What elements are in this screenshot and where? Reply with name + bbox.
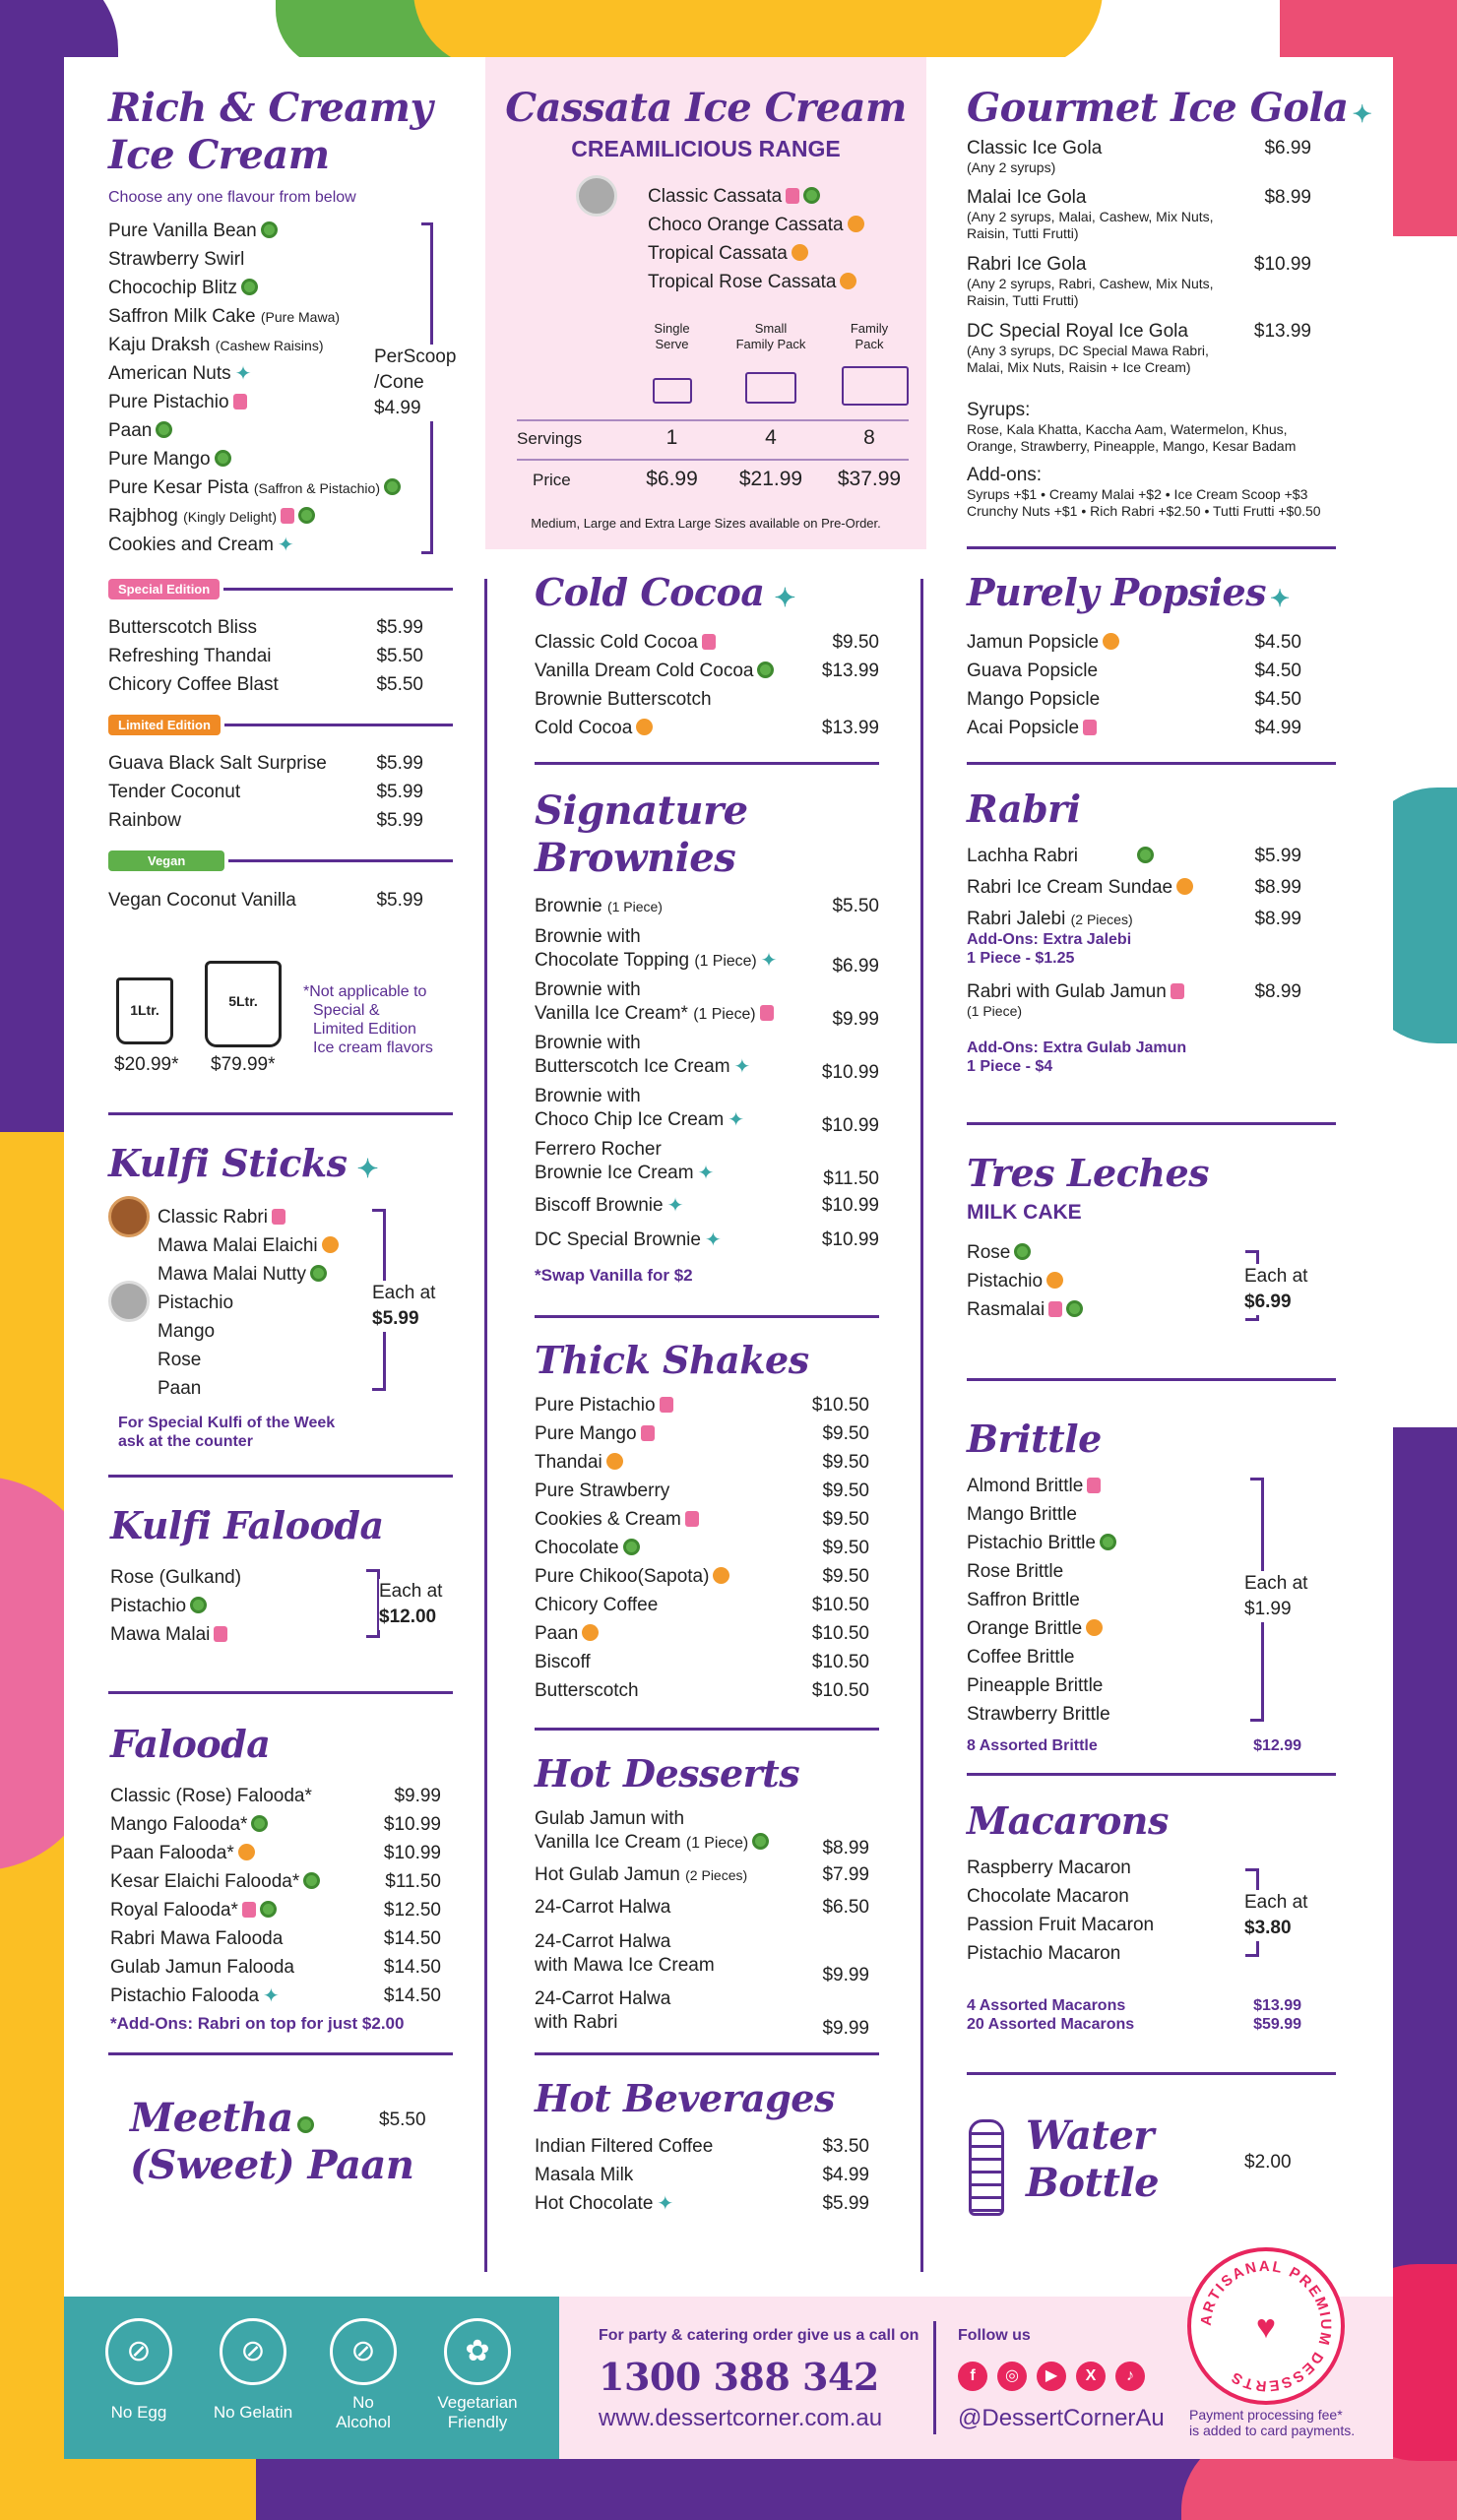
macarons-title: Macarons: [967, 1798, 1169, 1843]
syrups-list: Rose, Kala Khatta, Kaccha Aam, Watermelon, Khus, Orange, Strawberry, Pineapple, Mango, Kesar Badam: [967, 421, 1297, 454]
menu-item: Vanilla Dream Cold Cocoa $13.99: [535, 661, 879, 681]
paan-title: Meetha (Sweet) Paan: [130, 2095, 414, 2188]
addons-list: Syrups +$1 • Creamy Malai +$2 • Ice Cream Scoop +$3 Crunchy Nuts +$1 • Rich Rabri +$2.50 • Tutti Frutti +$0.50: [967, 486, 1321, 519]
dietary-info: [64, 2297, 559, 2459]
divider: [108, 1691, 453, 1694]
menu-item: Guava Black Salt Surprise $5.99: [108, 753, 423, 774]
menu-item: Tropical Cassata: [648, 239, 914, 268]
vegetarian-label: Vegetarian Friendly: [437, 2393, 518, 2431]
menu-item: Pure Mango $9.50: [535, 1423, 869, 1444]
first-timers-icon: [242, 1902, 256, 1918]
newly-launched-icon: ✦: [760, 950, 778, 972]
first-timers-icon: [786, 188, 799, 204]
divider: [108, 1475, 453, 1478]
menu-item: Saffron Brittle: [967, 1590, 1080, 1610]
menu-item: Butterscotch Bliss $5.99: [108, 617, 423, 638]
menu-item: Pistachio Brittle: [967, 1529, 1223, 1557]
peoples-choice-icon: [215, 450, 231, 467]
column-divider: [920, 579, 923, 2272]
paan-price: $5.50: [379, 2110, 426, 2130]
first-timers-icon: [214, 1626, 227, 1642]
limited-edition-header: Limited Edition: [108, 715, 453, 735]
menu-item: Paan Falooda* $10.99: [110, 1843, 441, 1863]
unique-flavours-icon: [792, 244, 808, 261]
newly-launched-icon: ✦: [1270, 584, 1290, 612]
peoples-choice-icon: [1066, 1300, 1083, 1317]
divider: [108, 1112, 453, 1115]
menu-item: Rose Brittle: [967, 1561, 1064, 1582]
menu-item: Rabri Jalebi (2 Pieces) $8.99: [967, 909, 1301, 929]
rabri-title: Rabri: [967, 787, 1081, 831]
menu-item: Strawberry Swirl: [108, 249, 245, 270]
unique-flavours-icon: [1046, 1272, 1063, 1289]
divider: [535, 2052, 879, 2055]
first-timers-icon: [660, 1397, 673, 1413]
menu-item: Pistachio Macaron: [967, 1943, 1121, 1964]
tres-leches-price: Each at $6.99: [1244, 1264, 1307, 1315]
water-bottle-icon: [969, 2119, 1004, 2216]
menu-item: Pistachio: [110, 1592, 327, 1620]
cassata-title: Cassata Ice Cream: [505, 85, 907, 131]
menu-item: Rabri Ice Cream Sundae $8.99: [967, 877, 1301, 898]
peoples-choice-icon: [310, 1265, 327, 1282]
jalebi-addon: Add-Ons: Extra Jalebi 1 Piece - $1.25: [967, 931, 1132, 967]
hot-beverages-title: Hot Beverages: [535, 2076, 835, 2120]
peoples-choice-icon: [298, 507, 315, 524]
kulfi-note: For Special Kulfi of the Week ask at the counter: [118, 1415, 336, 1450]
menu-item: Rabri Ice Gola (Any 2 syrups, Rabri, Cashew, Mix Nuts, Raisin, Tutti Frutti) $10.99: [967, 254, 1311, 308]
peoples-choice-icon: [803, 187, 820, 204]
menu-item: Saffron Milk Cake (Pure Mawa): [108, 306, 341, 327]
syrups-label: Syrups:: [967, 400, 1031, 420]
tub-note: *Not applicable to Special & Limited Edition Ice cream flavors: [303, 983, 433, 1056]
menu-item: Brownie with Butterscotch Ice Cream ✦ $10.99: [535, 1033, 879, 1083]
cassata-note: Medium, Large and Extra Large Sizes available on Pre-Order.: [531, 516, 881, 531]
menu-item: Tropical Rose Cassata: [648, 268, 914, 296]
first-timers-icon: [233, 394, 247, 410]
hot-desserts-title: Hot Desserts: [535, 1751, 800, 1796]
menu-item: Lachha Rabri $5.99: [967, 846, 1301, 866]
menu-item: Pistachio: [967, 1267, 1164, 1295]
unique-flavours-icon: [713, 1567, 729, 1584]
first-timers-icon: [702, 634, 716, 650]
menu-item: Mawa Malai Nutty: [158, 1260, 384, 1289]
menu-item: Pure Strawberry $9.50: [535, 1480, 869, 1501]
menu-item: Tender Coconut $5.99: [108, 782, 423, 802]
menu-item: Hot Chocolate ✦ $5.99: [535, 2193, 869, 2215]
newly-launched-icon: ✦: [774, 584, 795, 613]
menu-item: Passion Fruit Macaron: [967, 1915, 1155, 1935]
menu-item: Mango Brittle: [967, 1504, 1077, 1525]
newly-launched-icon: ✦: [704, 1229, 722, 1251]
menu-item: Mango Popsicle $4.50: [967, 689, 1301, 710]
peoples-choice-icon: [261, 221, 278, 238]
menu-item: Rainbow $5.99: [108, 810, 423, 831]
menu-item: Mawa Malai: [110, 1620, 327, 1649]
peoples-choice-icon: [156, 421, 172, 438]
divider: [967, 762, 1336, 765]
newly-launched-icon: ✦: [263, 1985, 280, 2007]
menu-item: Raspberry Macaron: [967, 1858, 1131, 1878]
menu-item: Almond Brittle: [967, 1472, 1223, 1500]
newly-launched-icon: ✦: [728, 1109, 744, 1131]
kulfi-price: Each at $5.99: [372, 1281, 435, 1332]
menu-item: Rajbhog (Kingly Delight): [108, 502, 453, 531]
newly-launched-icon: ✦: [697, 1163, 715, 1184]
menu-item: Brownie (1 Piece) $5.50: [535, 896, 879, 916]
menu-item: Pure Pistachio $10.50: [535, 1395, 869, 1416]
menu-item: American Nuts ✦: [108, 363, 252, 385]
menu-item: Classic Rabri: [158, 1203, 384, 1231]
x-icon[interactable]: X: [1076, 2362, 1106, 2391]
menu-item: Indian Filtered Coffee $3.50: [535, 2136, 869, 2157]
menu-item: Gulab Jamun with Vanilla Ice Cream (1 Piece) $8.99: [535, 1808, 869, 1858]
menu-item: Brownie with Chocolate Topping (1 Piece) ✦ $6.99: [535, 926, 879, 976]
unique-flavours-icon: [636, 719, 653, 735]
footer: [64, 2257, 1393, 2459]
menu-item: Classic (Rose) Falooda* $9.99: [110, 1786, 441, 1806]
brittle-price: Each at $1.99: [1244, 1571, 1307, 1622]
first-timers-icon: [1171, 983, 1184, 999]
vegetarian-icon: ✿: [444, 2318, 511, 2385]
brittle-assorted: 8 Assorted Brittle $12.99: [967, 1737, 1301, 1754]
divider: [535, 1315, 879, 1318]
no-gelatin-label: No Gelatin: [213, 2403, 293, 2422]
menu-item: Rasmalai: [967, 1295, 1164, 1324]
no-egg-label: No Egg: [110, 2403, 167, 2422]
follow-label: Follow us: [958, 2327, 1031, 2344]
menu-item: Pure Pistachio: [108, 388, 453, 416]
kulfi-falooda-title: Kulfi Falooda: [110, 1503, 384, 1547]
bracket: [366, 1569, 380, 1638]
tres-leches-title: Tres Leches: [967, 1151, 1210, 1195]
water-title: Water Bottle: [1026, 2112, 1160, 2206]
menu-item: Jamun Popsicle $4.50: [967, 632, 1301, 653]
unique-flavours-icon: [322, 1236, 339, 1253]
menu-item: Pure Mango: [108, 445, 453, 473]
rich-title-2: Ice Cream: [108, 132, 330, 178]
menu-item: Pistachio Falooda ✦ $14.50: [110, 1985, 441, 2007]
column-divider: [484, 579, 487, 2272]
menu-item: Gulab Jamun Falooda $14.50: [110, 1957, 441, 1978]
newly-launched-icon: ✦: [733, 1056, 751, 1078]
price-value: $21.99: [738, 468, 803, 490]
kulfi-stick-icon: [108, 1281, 150, 1322]
no-egg-icon: ⊘: [105, 2318, 172, 2385]
falooda-title: Falooda: [110, 1722, 271, 1766]
first-timers-icon: [1087, 1478, 1101, 1493]
menu-item: Cookies & Cream $9.50: [535, 1509, 869, 1530]
unique-flavours-icon: [238, 1844, 255, 1860]
first-timers-icon: [1083, 720, 1097, 735]
unique-flavours-icon: [1103, 633, 1119, 650]
stamp-text: [1191, 2251, 1341, 2401]
newly-launched-icon: ✦: [666, 1195, 684, 1217]
no-gelatin-icon: ⊘: [220, 2318, 286, 2385]
divider: [967, 2072, 1336, 2075]
menu-item: Thandai $9.50: [535, 1452, 869, 1473]
menu-item: Chocochip Blitz: [108, 274, 453, 302]
shakes-title: Thick Shakes: [535, 1338, 809, 1382]
menu-item: Rabri Mawa Falooda $14.50: [110, 1928, 441, 1949]
menu-item: 24-Carrot Halwa with Mawa Ice Cream $9.99: [535, 1931, 869, 1985]
menu-item: Strawberry Brittle: [967, 1704, 1110, 1725]
unique-flavours-icon: [848, 216, 864, 232]
tub-5l-price: $79.99*: [211, 1054, 276, 1075]
family-pack-icon: [842, 366, 909, 406]
servings-value: 4: [765, 426, 777, 449]
menu-item: Pure Kesar Pista (Saffron & Pistachio): [108, 473, 453, 502]
menu-item: Orange Brittle: [967, 1614, 1223, 1643]
cold-cocoa-title: Cold Cocoa ✦: [535, 570, 795, 614]
menu-item: Rose (Gulkand): [110, 1567, 242, 1588]
peoples-choice-icon: [384, 478, 401, 495]
servings-label: Servings: [517, 429, 583, 448]
price-label: Price: [533, 471, 571, 489]
peoples-choice-icon: [1137, 847, 1154, 863]
menu-item: Classic Cold Cocoa $9.50: [535, 632, 879, 653]
menu-item: Brownie with Vanilla Ice Cream* (1 Piece) $9.99: [535, 979, 879, 1030]
newly-launched-icon: ✦: [234, 363, 252, 385]
divider: [535, 762, 879, 765]
peoples-choice-icon: [260, 1901, 277, 1918]
menu-item: Chocolate Macaron: [967, 1886, 1129, 1907]
facebook-icon[interactable]: f: [958, 2362, 987, 2391]
first-timers-icon: [641, 1425, 655, 1441]
menu-item: Pistachio: [158, 1292, 234, 1313]
tub-5l-icon: 5Ltr.: [205, 961, 282, 1047]
first-timers-icon: [1048, 1301, 1062, 1317]
water-price: $2.00: [1244, 2152, 1292, 2173]
svg-text:♥: ♥: [1255, 2308, 1277, 2346]
price-value: $6.99: [646, 468, 698, 490]
party-note: For party & catering order give us a call on: [599, 2327, 919, 2344]
peoples-choice-icon: [190, 1597, 207, 1613]
menu-item: Hot Gulab Jamun (2 Pieces) $7.99: [535, 1864, 869, 1885]
divider: [535, 1728, 879, 1731]
small-family-pack-icon: [745, 372, 796, 404]
gulab-jamun-addon: Add-Ons: Extra Gulab Jamun 1 Piece - $4: [967, 1040, 1187, 1075]
cassata-icon: [576, 175, 617, 217]
peoples-choice-icon: [241, 279, 258, 295]
servings-value: 8: [863, 426, 875, 449]
menu-item: Kesar Elaichi Falooda* $11.50: [110, 1871, 441, 1892]
servings-value: 1: [665, 426, 678, 449]
tiktok-icon[interactable]: ♪: [1115, 2362, 1145, 2391]
website-link[interactable]: www.dessertcorner.com.au: [599, 2405, 883, 2431]
divider: [967, 546, 1336, 549]
unique-flavours-icon: [582, 1624, 599, 1641]
menu-panel: [64, 57, 1393, 2297]
unique-flavours-icon: [1176, 878, 1193, 895]
unique-flavours-icon: [1086, 1619, 1103, 1636]
menu-item: Pure Chikoo(Sapota) $9.50: [535, 1566, 869, 1587]
menu-item: Chocolate $9.50: [535, 1538, 869, 1558]
divider: [967, 1773, 1336, 1776]
youtube-icon[interactable]: ▶: [1037, 2362, 1066, 2391]
menu-item: Cold Cocoa $13.99: [535, 718, 879, 738]
menu-item: 24-Carrot Halwa with Rabri $9.99: [535, 1988, 869, 2039]
unique-flavours-icon: [606, 1453, 623, 1470]
tres-leches-subtitle: MILK CAKE: [967, 1201, 1082, 1224]
peoples-choice-icon: [297, 2116, 314, 2133]
brittle-title: Brittle: [967, 1417, 1102, 1461]
social-icons: [958, 2362, 1155, 2391]
tub-1l-price: $20.99*: [114, 1054, 179, 1075]
rich-subtitle: Choose any one flavour from below: [108, 189, 356, 206]
kulfi-stick-icon: [108, 1196, 150, 1237]
kulfi-title: Kulfi Sticks ✦: [108, 1141, 378, 1185]
social-handle[interactable]: @DessertCornerAu: [958, 2405, 1165, 2431]
peoples-choice-icon: [1014, 1243, 1031, 1260]
menu-item: Chicory Coffee Blast $5.50: [108, 674, 423, 695]
menu-item: Paan $10.50: [535, 1623, 869, 1644]
rich-price-block: PerScoop /Cone $4.99: [374, 345, 456, 421]
newly-launched-icon: ✦: [1352, 99, 1372, 128]
brownies-title: Signature Brownies: [535, 788, 748, 881]
peoples-choice-icon: [251, 1815, 268, 1832]
macaron-price: Each at $3.80: [1244, 1890, 1307, 1941]
popsies-title: Purely Popsies ✦: [967, 570, 1290, 614]
menu-item: Guava Popsicle $4.50: [967, 661, 1301, 681]
menu-item: Rose: [158, 1350, 202, 1370]
menu-item: Biscoff $10.50: [535, 1652, 869, 1672]
tub-1l-icon: 1Ltr.: [116, 977, 173, 1044]
peoples-choice-icon: [303, 1872, 320, 1889]
menu-item: Butterscotch $10.50: [535, 1680, 869, 1701]
first-timers-icon: [272, 1209, 285, 1225]
divider: [967, 1122, 1336, 1125]
no-alcohol-icon: ⊘: [330, 2318, 397, 2385]
artisanal-stamp: [1187, 2247, 1345, 2405]
menu-item: Ferrero Rocher Brownie Ice Cream ✦ $11.50: [535, 1139, 879, 1189]
falooda-addon-note: *Add-Ons: Rabri on top for just $2.00: [110, 2014, 405, 2033]
divider: [108, 2052, 453, 2055]
svg-text:ARTISANAL PREMIUM DESSERTS: ARTISANAL PREMIUM DESSERTS: [1197, 2257, 1335, 2395]
menu-item: Masala Milk $4.99: [535, 2165, 869, 2185]
first-timers-icon: [281, 508, 294, 524]
cassata-subtitle: CREAMILICIOUS RANGE: [571, 136, 841, 161]
menu-item: Classic Ice Gola (Any 2 syrups) $6.99: [967, 138, 1311, 175]
menu-item: Mango: [158, 1321, 216, 1342]
menu-item: Mango Falooda* $10.99: [110, 1814, 441, 1835]
menu-item: Paan: [108, 416, 453, 445]
divider: [967, 1378, 1336, 1381]
size-table-header: Single Serve Small Family Pack Family Pack: [635, 321, 911, 419]
menu-item: Acai Popsicle $4.99: [967, 718, 1301, 738]
swap-note: *Swap Vanilla for $2: [535, 1266, 693, 1285]
menu-item: Chicory Coffee $10.50: [535, 1595, 869, 1615]
menu-item: DC Special Brownie ✦ $10.99: [535, 1229, 879, 1251]
menu-item: Mawa Malai Elaichi: [158, 1231, 384, 1260]
single-pack-icon: [653, 378, 692, 404]
first-timers-icon: [685, 1511, 699, 1527]
instagram-icon[interactable]: ◎: [997, 2362, 1027, 2391]
no-alcohol-label: No Alcohol: [336, 2393, 391, 2431]
menu-item: 24-Carrot Halwa $6.50: [535, 1897, 869, 1918]
menu-item: Royal Falooda* $12.50: [110, 1900, 441, 1921]
macaron-assorted: 4 Assorted Macarons $13.99 20 Assorted Macarons $59.99: [967, 1997, 1301, 2033]
peoples-choice-icon: [757, 662, 774, 678]
kulfi-falooda-price: Each at $12.00: [379, 1579, 442, 1630]
menu-item: Pure Vanilla Bean: [108, 217, 453, 245]
peoples-choice-icon: [623, 1539, 640, 1555]
newly-launched-icon: ✦: [277, 535, 294, 556]
peoples-choice-icon: [752, 1833, 769, 1850]
menu-item: Kaju Draksh (Cashew Raisins): [108, 335, 324, 355]
special-edition-header: Special Edition: [108, 579, 453, 599]
menu-item: Brownie Butterscotch: [535, 689, 712, 710]
rich-title-1: Rich & Creamy: [108, 85, 433, 131]
menu-item: Coffee Brittle: [967, 1647, 1075, 1668]
gola-title: Gourmet Ice Gola ✦: [967, 85, 1372, 131]
phone-number[interactable]: 1300 388 342: [599, 2355, 879, 2399]
menu-item: Rose: [967, 1238, 1164, 1267]
menu-item: Cookies and Cream ✦: [108, 535, 294, 556]
menu-item: Biscoff Brownie ✦ $10.99: [535, 1195, 879, 1217]
price-value: $37.99: [837, 468, 902, 490]
addons-label: Add-ons:: [967, 465, 1043, 485]
contact-info: [559, 2257, 1393, 2459]
menu-item: Brownie with Choco Chip Ice Cream ✦ $10.99: [535, 1086, 879, 1136]
menu-item: Classic Cassata: [648, 182, 914, 211]
vegan-header: Vegan: [108, 850, 453, 871]
menu-item: Malai Ice Gola (Any 2 syrups, Malai, Cashew, Mix Nuts, Raisin, Tutti Frutti) $8.99: [967, 187, 1311, 241]
menu-item: Pineapple Brittle: [967, 1675, 1104, 1696]
newly-launched-icon: ✦: [657, 2193, 674, 2215]
fee-note: Payment processing fee* is added to card payments.: [1189, 2407, 1356, 2438]
menu-item: DC Special Royal Ice Gola (Any 3 syrups, DC Special Mawa Rabri, Malai, Mix Nuts, Raisin + Ice Cream) $13.99: [967, 321, 1311, 375]
menu-item: Rabri with Gulab Jamun (1 Piece) $8.99: [967, 981, 1301, 1019]
newly-launched-icon: ✦: [356, 1155, 378, 1184]
menu-item: Paan: [158, 1378, 202, 1399]
first-timers-icon: [760, 1005, 774, 1021]
peoples-choice-icon: [1100, 1534, 1116, 1550]
menu-item: Refreshing Thandai $5.50: [108, 646, 423, 666]
unique-flavours-icon: [840, 273, 856, 289]
menu-item: Vegan Coconut Vanilla $5.99: [108, 890, 423, 911]
menu-item: Choco Orange Cassata: [648, 211, 914, 239]
